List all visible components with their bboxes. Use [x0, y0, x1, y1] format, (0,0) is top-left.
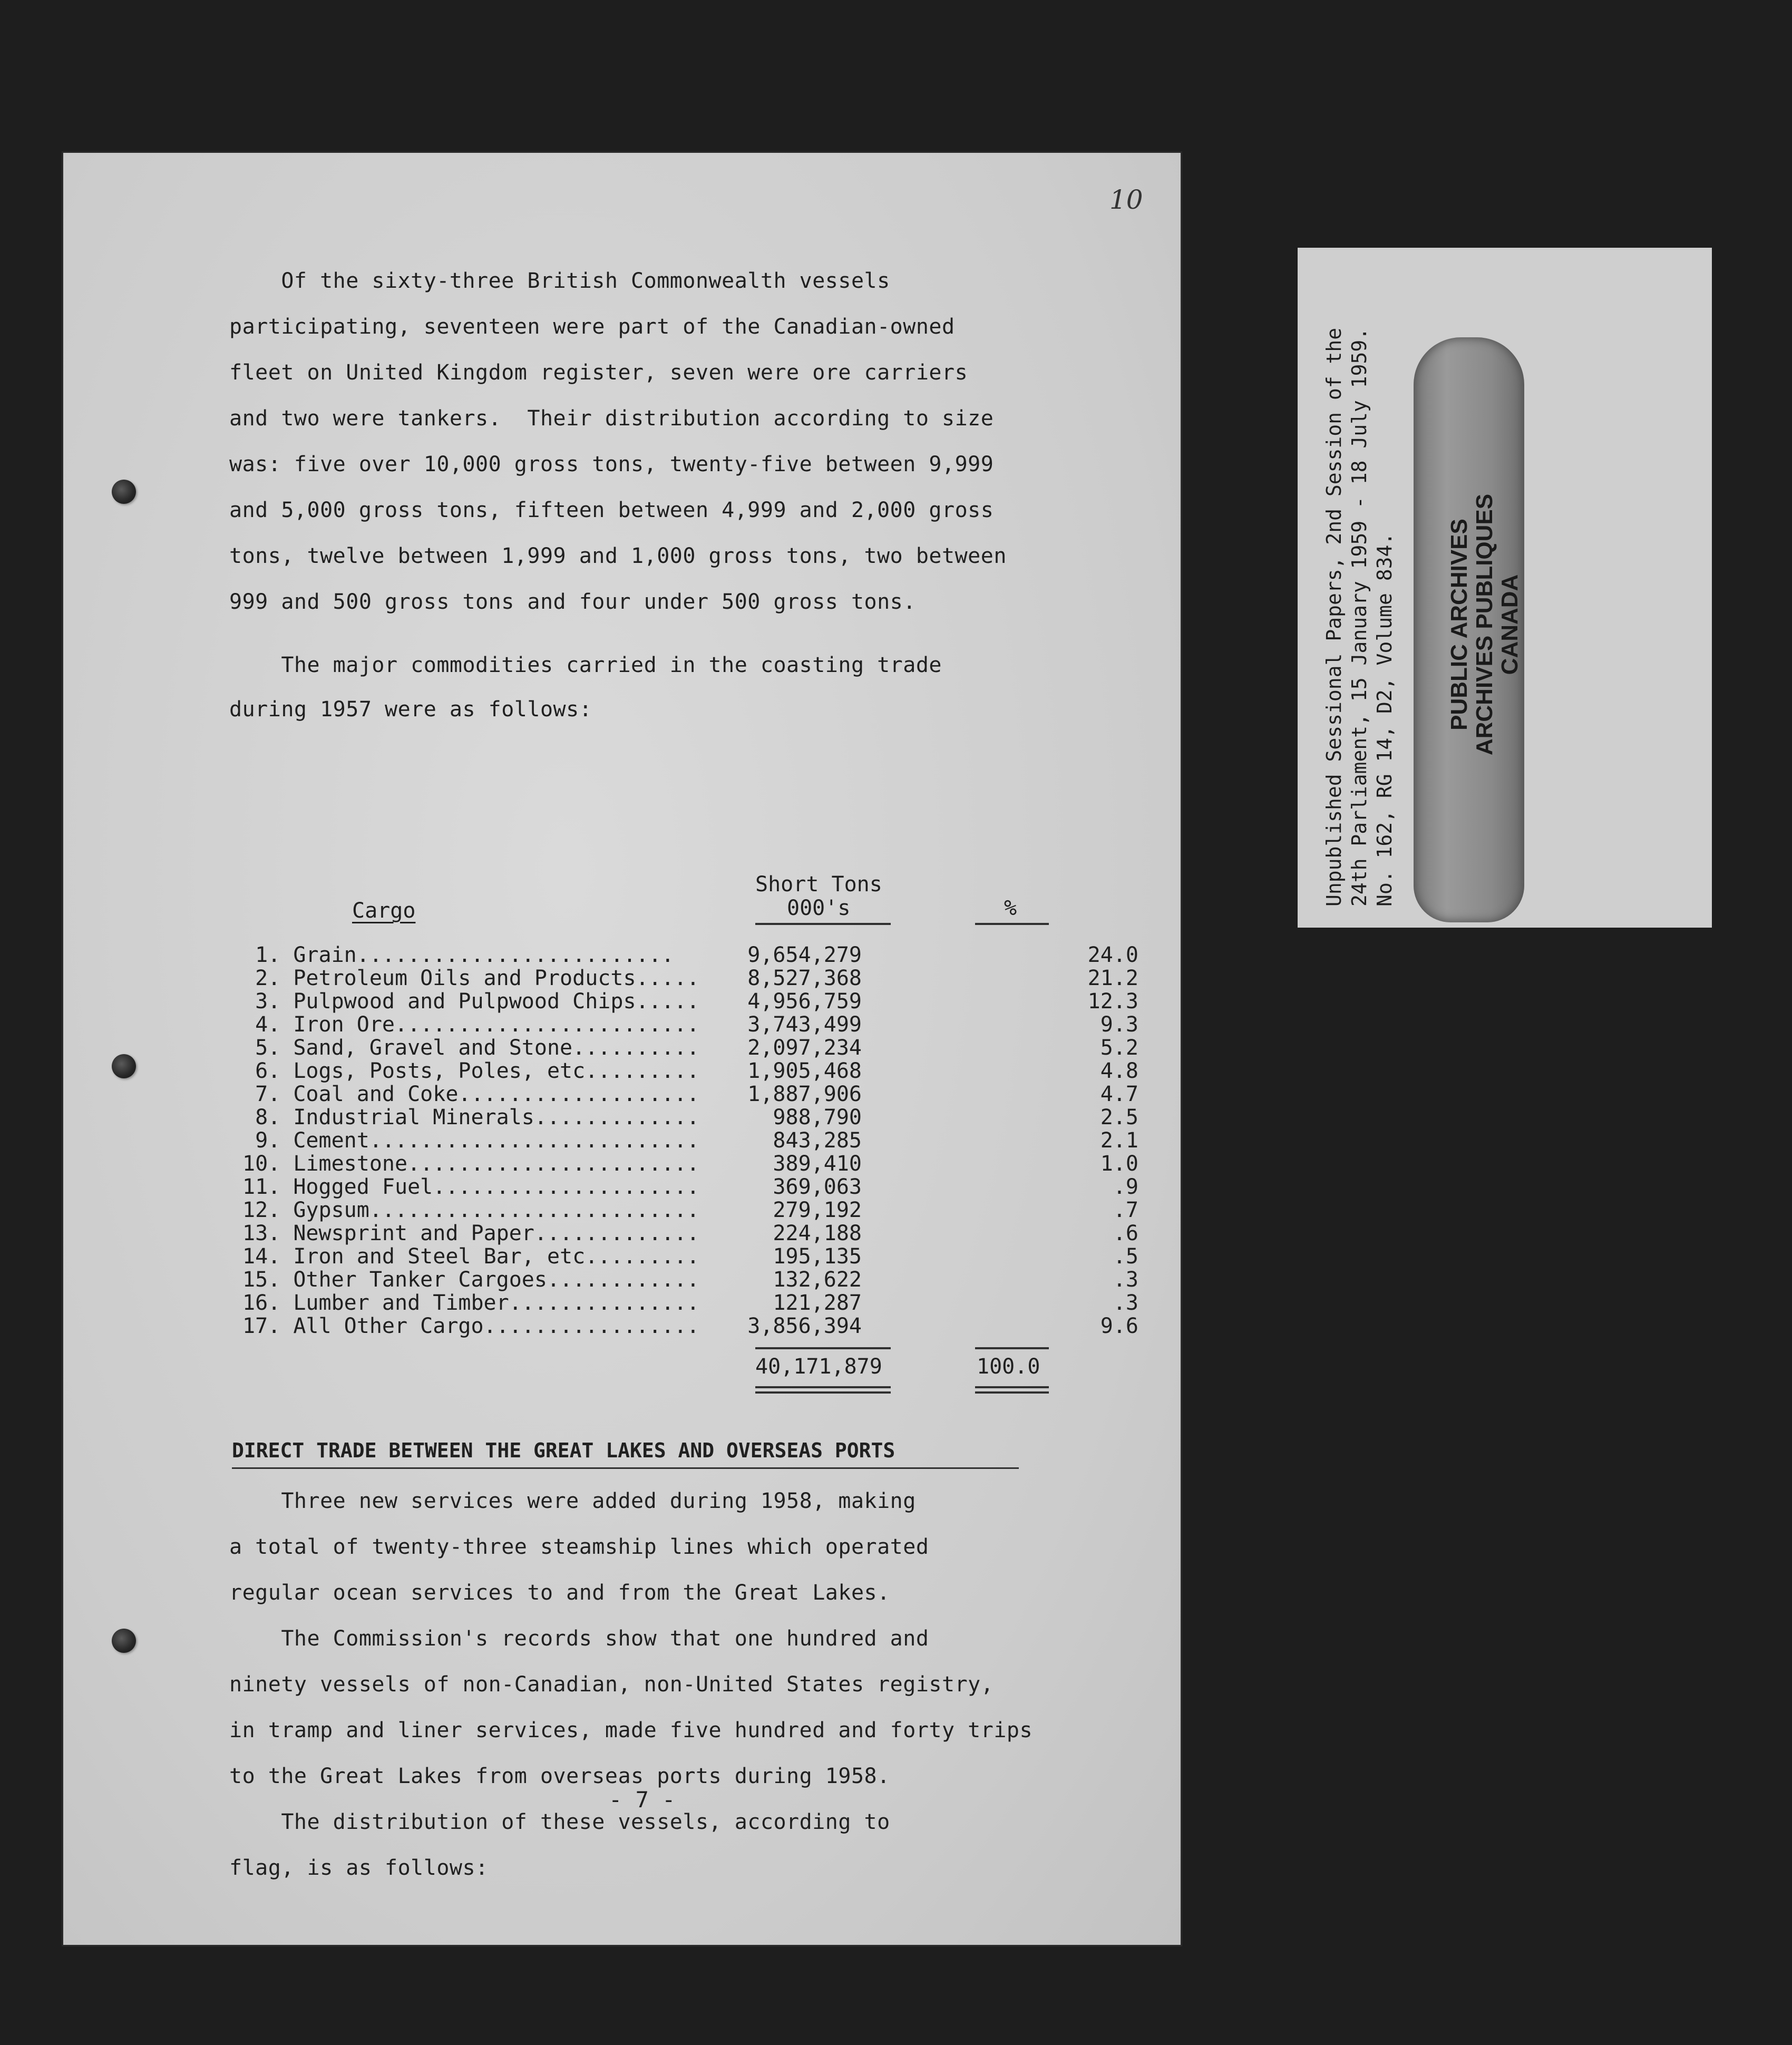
text-line: tons, twelve between 1,999 and 1,000 gross tons, two between: [229, 544, 1007, 568]
table-row: [242, 990, 1138, 1013]
tons-value: 224,188: [773, 1221, 862, 1245]
percent-value: .9: [1113, 1175, 1138, 1199]
cargo-label: 11. Hogged Fuel.....................: [242, 1175, 699, 1199]
cargo-label: 1. Grain.........................: [242, 943, 674, 967]
text-line: The Commission's records show that one hundred and: [229, 1627, 929, 1651]
total-percent: 100.0: [977, 1355, 1040, 1379]
tons-value: 369,063: [773, 1175, 862, 1199]
cargo-label: 17. All Other Cargo.................: [242, 1314, 699, 1338]
text-line: fleet on United Kingdom register, seven were ore carriers: [229, 361, 968, 385]
tons-value: 9,654,279: [747, 943, 862, 967]
column-header-cargo: Cargo: [352, 899, 416, 923]
double-rule: [755, 1386, 891, 1388]
percent-value: 24.0: [1087, 943, 1138, 967]
percent-value: 21.2: [1087, 966, 1138, 990]
percent-value: 4.8: [1100, 1059, 1138, 1083]
percent-value: 2.5: [1100, 1105, 1138, 1129]
handwritten-page-number: 10: [1109, 184, 1143, 215]
table-row: [242, 1268, 1138, 1291]
tons-value: 121,287: [773, 1291, 862, 1315]
percent-value: .3: [1113, 1291, 1138, 1315]
header-rule: [975, 923, 1049, 925]
double-rule: [975, 1386, 1049, 1388]
text-line: The distribution of these vessels, according to: [229, 1810, 890, 1834]
cargo-label: 13. Newsprint and Paper.............: [242, 1221, 699, 1245]
citation-line: Unpublished Sessional Papers, 2nd Session of the: [1322, 327, 1346, 907]
column-header-short-tons: Short Tons: [755, 872, 882, 897]
stamp-text: [1429, 332, 1540, 917]
text-line: a total of twenty-three steamship lines which operated: [229, 1535, 929, 1559]
tons-value: 4,956,759: [747, 989, 862, 1014]
percent-value: .3: [1113, 1268, 1138, 1292]
tons-value: 3,743,499: [747, 1012, 862, 1037]
percent-value: .7: [1113, 1198, 1138, 1222]
table-row: [242, 1013, 1138, 1036]
page-number: - 7 -: [609, 1787, 676, 1813]
cargo-label: 7. Coal and Coke...................: [242, 1082, 699, 1106]
table-row: [242, 1291, 1138, 1314]
punch-hole: [112, 1054, 136, 1078]
percent-value: 9.3: [1100, 1012, 1138, 1037]
table-row: [242, 1175, 1138, 1199]
citation-line: 24th Parliament, 15 January 1959 - 18 July 1959.: [1348, 327, 1371, 907]
text-line: in tramp and liner services, made five hundred and forty trips: [229, 1718, 1033, 1742]
archives-stamp: [1414, 337, 1524, 922]
total-rule: [755, 1347, 891, 1349]
text-line: regular ocean services to and from the Great Lakes.: [229, 1581, 890, 1605]
double-rule: [755, 1391, 891, 1394]
punch-hole: [112, 1629, 136, 1653]
text-line: Of the sixty-three British Commonwealth vessels: [229, 269, 890, 293]
paragraph-commodities-intro: [229, 643, 1152, 732]
cargo-label: 6. Logs, Posts, Poles, etc.........: [242, 1059, 699, 1083]
table-row: [242, 1129, 1138, 1152]
percent-value: 4.7: [1100, 1082, 1138, 1106]
table-row: [242, 943, 1138, 967]
text-line: to the Great Lakes from overseas ports during 1958.: [229, 1764, 890, 1788]
tons-value: 8,527,368: [747, 966, 862, 990]
table-row: [242, 1036, 1138, 1059]
percent-value: 2.1: [1100, 1128, 1138, 1153]
tons-value: 1,887,906: [747, 1082, 862, 1106]
cargo-label: 15. Other Tanker Cargoes............: [242, 1268, 699, 1292]
table-row: [242, 1245, 1138, 1268]
text-line: The major commodities carried in the coasting trade: [229, 653, 942, 677]
section-heading: DIRECT TRADE BETWEEN THE GREAT LAKES AND OVERSEAS PORTS: [232, 1439, 895, 1462]
cargo-label: 3. Pulpwood and Pulpwood Chips.....: [242, 989, 699, 1014]
cargo-label: 10. Limestone.......................: [242, 1152, 699, 1176]
heading-underline: [232, 1467, 1019, 1469]
punch-hole: [112, 480, 136, 504]
cargo-label: 2. Petroleum Oils and Products.....: [242, 966, 699, 990]
stamp-line: CANADA: [1497, 574, 1523, 675]
cargo-label: 9. Cement..........................: [242, 1128, 699, 1153]
text-line: Three new services were added during 1958, making: [229, 1489, 916, 1513]
percent-value: 9.6: [1100, 1314, 1138, 1338]
percent-value: .6: [1113, 1221, 1138, 1245]
text-line: and two were tankers. Their distribution according to size: [229, 406, 994, 431]
table-row: [242, 1059, 1138, 1083]
text-line: was: five over 10,000 gross tons, twenty-five between 9,999: [229, 452, 994, 476]
cargo-label: 14. Iron and Steel Bar, etc.........: [242, 1244, 699, 1269]
header-rule: [755, 923, 891, 925]
percent-value: .5: [1113, 1244, 1138, 1269]
table-row: [242, 1222, 1138, 1245]
paragraph-commonwealth-vessels: [229, 258, 1152, 625]
archive-card: [1298, 248, 1712, 928]
double-rule: [975, 1391, 1049, 1394]
table-row: [242, 1152, 1138, 1175]
tons-value: 132,622: [773, 1268, 862, 1292]
percent-value: 1.0: [1100, 1152, 1138, 1176]
stamp-line: PUBLIC ARCHIVES: [1446, 519, 1472, 731]
text-line: ninety vessels of non-Canadian, non-United States registry,: [229, 1672, 994, 1697]
table-row: [242, 1083, 1138, 1106]
tons-value: 988,790: [773, 1105, 862, 1129]
table-row: [242, 1199, 1138, 1222]
tons-value: 195,135: [773, 1244, 862, 1269]
text-line: 999 and 500 gross tons and four under 500 gross tons.: [229, 590, 916, 614]
percent-value: 12.3: [1087, 989, 1138, 1014]
percent-value: 5.2: [1100, 1036, 1138, 1060]
cargo-table: [242, 943, 1138, 1338]
tons-value: 843,285: [773, 1128, 862, 1153]
text-line: flag, is as follows:: [229, 1856, 489, 1880]
table-row: [242, 1314, 1138, 1338]
tons-value: 3,856,394: [747, 1314, 862, 1338]
tons-value: 1,905,468: [747, 1059, 862, 1083]
tons-value: 389,410: [773, 1152, 862, 1176]
column-header-percent: %: [1004, 896, 1017, 920]
text-line: during 1957 were as follows:: [229, 697, 592, 722]
paragraph-overseas-trade: [229, 1478, 1152, 1891]
cargo-label: 5. Sand, Gravel and Stone..........: [242, 1036, 699, 1060]
citation-line: No. 162, RG 14, D2, Volume 834.: [1373, 532, 1396, 907]
stamp-line: ARCHIVES PUBLIQUES: [1472, 493, 1497, 756]
cargo-label: 16. Lumber and Timber...............: [242, 1291, 699, 1315]
cargo-label: 12. Gypsum..........................: [242, 1198, 699, 1222]
text-line: participating, seventeen were part of the Canadian-owned: [229, 315, 955, 339]
total-rule: [975, 1347, 1049, 1349]
cargo-label: 8. Industrial Minerals.............: [242, 1105, 699, 1129]
table-row: [242, 1106, 1138, 1129]
document-page: [63, 153, 1181, 1945]
cargo-label: 4. Iron Ore........................: [242, 1012, 699, 1037]
total-tons: 40,171,879: [755, 1355, 882, 1379]
table-row: [242, 967, 1138, 990]
column-header-thousands: 000's: [787, 896, 851, 920]
text-line: and 5,000 gross tons, fifteen between 4,999 and 2,000 gross: [229, 498, 994, 522]
tons-value: 2,097,234: [747, 1036, 862, 1060]
tons-value: 279,192: [773, 1198, 862, 1222]
